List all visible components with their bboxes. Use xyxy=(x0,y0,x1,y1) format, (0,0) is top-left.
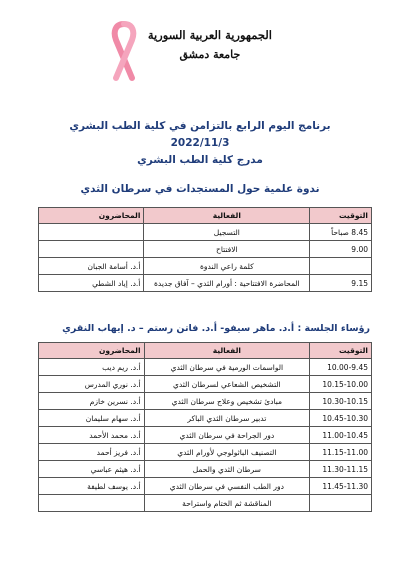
table-row xyxy=(39,241,372,258)
table-row xyxy=(39,376,372,393)
row-time: 11.45-11.30 xyxy=(310,478,372,495)
program-date: 2022/11/3 xyxy=(170,137,230,149)
row-lecturer: أ.د. فريز أحمد xyxy=(39,444,145,461)
session-chairs: رؤساء الجلسة : أ.د. ماهر سيفو- أ.د. فاتن رستم – د. إيهاب النقري xyxy=(62,323,370,334)
table-row xyxy=(39,478,372,495)
row-activity: سرطان الثدي والحمل xyxy=(144,461,310,478)
row-time: 8.45 صباحاً xyxy=(310,224,372,241)
university-name: جامعة دمشق xyxy=(179,48,241,61)
row-activity: التسجيل xyxy=(144,224,310,241)
table-row xyxy=(39,224,372,241)
row-time: 11.30-11.15 xyxy=(310,461,372,478)
row-lecturer: أ.د. يوسف لطيفة xyxy=(39,478,145,495)
row-time: 9.15 xyxy=(310,275,372,292)
header-time: التوقيت xyxy=(310,208,372,224)
row-activity: دور الطب النفسي في سرطان الثدي xyxy=(144,478,310,495)
header-lecturers: المحاضرون xyxy=(39,343,145,359)
table-row xyxy=(39,461,372,478)
row-activity: التشخيص الشعاعي لسرطان الثدي xyxy=(144,376,310,393)
row-lecturer: أ.د. إياد الشطي xyxy=(39,275,144,292)
row-activity: المحاضرة الافتتاحية : أورام الثدي – آفاق جديدة xyxy=(144,275,310,292)
pink-ribbon-logo xyxy=(104,20,144,84)
row-activity: الواسمات الورمية في سرطان الثدي xyxy=(144,359,310,376)
header-lecturers: المحاضرون xyxy=(39,208,144,224)
table-row xyxy=(39,444,372,461)
header-activity: الفعالية xyxy=(144,343,310,359)
row-activity: المناقشة ثم الختام واستراحة xyxy=(144,495,310,512)
row-time: 11.15-11.00 xyxy=(310,444,372,461)
row-lecturer xyxy=(39,241,144,258)
row-activity: كلمة راعي الندوة xyxy=(144,258,310,275)
table-row xyxy=(39,427,372,444)
table-header-row xyxy=(39,208,372,224)
row-time: 9.00 xyxy=(310,241,372,258)
institution-header xyxy=(148,28,272,61)
row-time: 10.15-10.00 xyxy=(310,376,372,393)
row-activity: دور الجراحة في سرطان الثدي xyxy=(144,427,310,444)
row-activity: تدبير سرطان الثدي الباكر xyxy=(144,410,310,427)
table-row xyxy=(39,258,372,275)
row-time: 10.45-10.30 xyxy=(310,410,372,427)
row-lecturer: أ.د. هيثم عباسي xyxy=(39,461,145,478)
row-time: 11.00-10.45 xyxy=(310,427,372,444)
row-activity: التصنيف الباثولوجي لأورام الثدي xyxy=(144,444,310,461)
header-time: التوقيت xyxy=(310,343,372,359)
table-row xyxy=(39,393,372,410)
table-row xyxy=(39,275,372,292)
row-activity: الافتتاح xyxy=(144,241,310,258)
row-lecturer xyxy=(39,495,145,512)
row-time xyxy=(310,495,372,512)
row-activity: مبادئ تشخيص وعلاج سرطان الثدي xyxy=(144,393,310,410)
session-schedule-table xyxy=(38,342,372,512)
row-lecturer: أ.د. نوري المدرس xyxy=(39,376,145,393)
program-venue: مدرج كلية الطب البشري xyxy=(137,154,263,166)
row-time: 10.30-10.15 xyxy=(310,393,372,410)
table-header-row xyxy=(39,343,372,359)
table-row xyxy=(39,495,372,512)
table-row xyxy=(39,359,372,376)
row-lecturer xyxy=(39,224,144,241)
row-time: 10.00-9.45 xyxy=(310,359,372,376)
table-row xyxy=(39,410,372,427)
row-time xyxy=(310,258,372,275)
row-lecturer: أ.د. ريم ديب xyxy=(39,359,145,376)
row-lecturer: أ.د. محمد الأحمد xyxy=(39,427,145,444)
row-lecturer: أ.د. سهام سليمان xyxy=(39,410,145,427)
opening-schedule-table xyxy=(38,207,372,292)
row-lecturer: أ.د. نسرين خازم xyxy=(39,393,145,410)
program-title: برنامج اليوم الرابع بالتزامن في كلية الطب البشري xyxy=(69,120,331,132)
seminar-title: ندوة علمية حول المستجدات في سرطان الثدي xyxy=(80,183,320,195)
country-name: الجمهورية العربية السورية xyxy=(147,28,272,42)
row-lecturer: أ.د. أسامة الجبان xyxy=(39,258,144,275)
header-activity: الفعالية xyxy=(144,208,310,224)
